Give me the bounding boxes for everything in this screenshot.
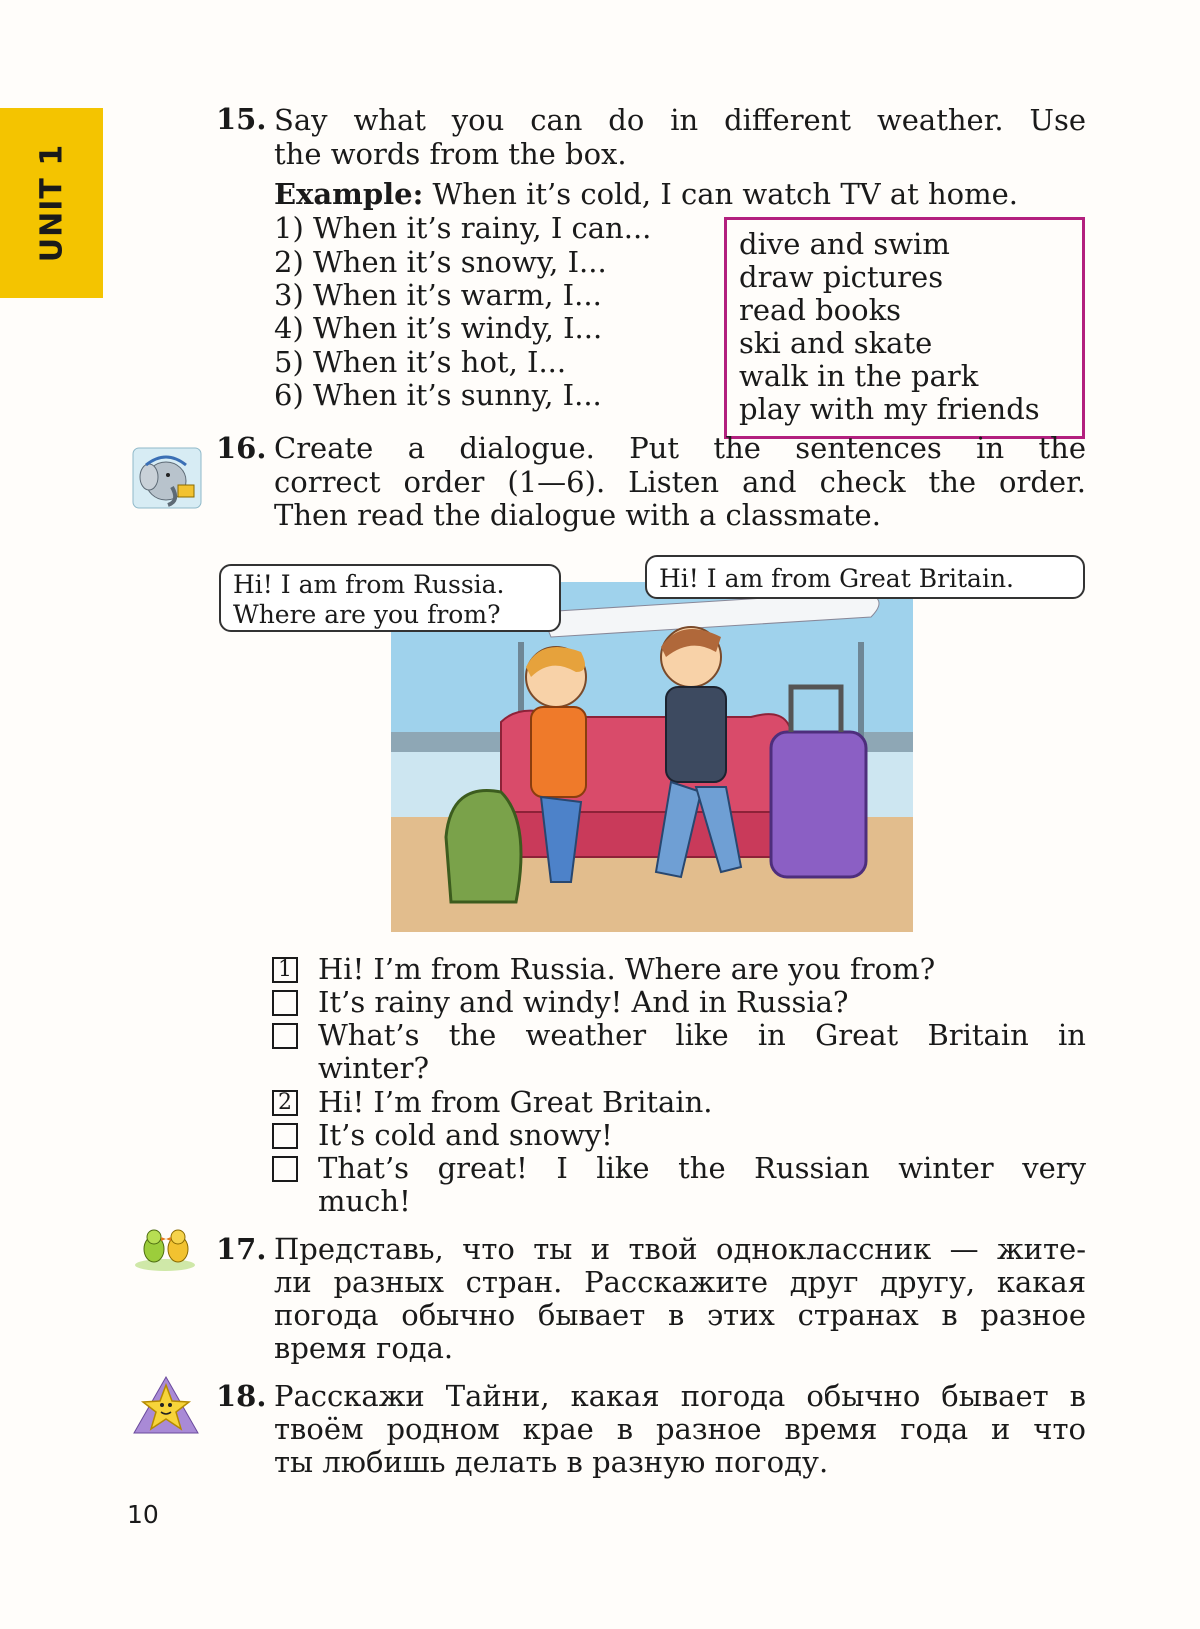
sentence-text-continued: much!	[318, 1184, 411, 1218]
word-box-item: ski and skate	[739, 326, 933, 360]
exercise-15-example	[274, 178, 1018, 211]
unit-tab-label: UNIT 1	[34, 143, 69, 263]
speech-bubble-left	[219, 564, 561, 632]
exercise-15-instruction-line-2: the words from the box.	[274, 137, 627, 171]
exercise-18-instruction-line-1: Расскажи Тайни, какая погода обычно бывает в	[274, 1379, 1086, 1413]
exercise-17-number: 17.	[216, 1232, 267, 1266]
word-box	[724, 217, 1085, 439]
sentence-text: Hi! I’m from Great Britain.	[318, 1085, 713, 1119]
sentence-text-continued: winter?	[318, 1051, 430, 1085]
speech-bubble-right: Hi! I am from Great Britain.	[645, 555, 1085, 599]
example-label: Example:	[274, 177, 424, 211]
exercise-16-instruction-line-1: Create a dialogue. Put the sentences in the	[274, 431, 1086, 465]
birds-icon	[132, 1225, 198, 1273]
word-box-item: read books	[739, 293, 902, 327]
exercise-15-instruction-line-1: Say what you can do in different weather. Use	[274, 103, 1086, 137]
word-box-item: draw pictures	[739, 260, 944, 294]
order-checkbox[interactable]: 1	[272, 957, 298, 983]
order-checkbox[interactable]	[272, 1156, 298, 1182]
exercise-15-item: 2) When it’s snowy, I...	[274, 245, 607, 279]
exercise-15-number: 15.	[216, 102, 267, 136]
exercise-16-instruction-line-3: Then read the dialogue with a classmate.	[274, 498, 881, 532]
listening-elephant-icon	[132, 447, 202, 509]
exercise-16-number: 16.	[216, 431, 267, 465]
word-box-item: walk in the park	[739, 359, 979, 393]
exercise-15-item: 5) When it’s hot, I...	[274, 345, 567, 379]
dialogue-sentence	[272, 986, 848, 1019]
exercise-18-instruction-line-3: ты любишь делать в разную погоду.	[274, 1445, 829, 1479]
exercise-15-item: 4) When it’s windy, I...	[274, 311, 603, 345]
sentence-text: What’s the weather like in Great Britain in	[318, 1018, 1086, 1052]
order-checkbox[interactable]: 2	[272, 1090, 298, 1116]
tiny-star-icon	[132, 1375, 200, 1435]
example-text: When it’s cold, I can watch TV at home.	[423, 177, 1018, 211]
page-number: 10	[127, 1500, 159, 1529]
order-checkbox[interactable]	[272, 1023, 298, 1049]
speech-bubble-left-line-2: Where are you from?	[233, 600, 501, 629]
sentence-text: It’s cold and snowy!	[318, 1118, 613, 1152]
order-checkbox[interactable]	[272, 1123, 298, 1149]
exercise-17-instruction-line-2: ли разных стран. Расскажите друг другу, какая	[274, 1265, 1086, 1299]
word-box-item: dive and swim	[739, 227, 950, 261]
exercise-17-instruction-line-3: погода обычно бывает в этих странах в разное	[274, 1298, 1086, 1332]
exercise-15-item: 6) When it’s sunny, I...	[274, 378, 602, 412]
dialogue-sentence	[272, 953, 935, 986]
exercise-15-item: 3) When it’s warm, I...	[274, 278, 602, 312]
dialogue-sentence	[272, 1019, 1086, 1085]
sentence-text: That’s great! I like the Russian winter very	[318, 1151, 1086, 1185]
order-checkbox[interactable]	[272, 990, 298, 1016]
airport-illustration	[391, 582, 913, 932]
unit-tab	[0, 108, 103, 298]
sentence-text: Hi! I’m from Russia. Where are you from?	[318, 952, 936, 986]
dialogue-sentence	[272, 1086, 713, 1119]
exercise-17-instruction-line-1: Представь, что ты и твой одноклассник — жите-	[274, 1232, 1086, 1266]
dialogue-sentence	[272, 1119, 613, 1152]
word-box-item: play with my friends	[739, 392, 1040, 426]
exercise-17-instruction-line-4: время года.	[274, 1331, 454, 1365]
exercise-15-item: 1) When it’s rainy, I can...	[274, 211, 652, 245]
exercise-18-number: 18.	[216, 1379, 267, 1413]
speech-bubble-left-line-1: Hi! I am from Russia.	[233, 570, 505, 599]
sentence-text: It’s rainy and windy! And in Russia?	[318, 985, 849, 1019]
exercise-16-instruction-line-2: correct order (1—6). Listen and check the order.	[274, 465, 1086, 499]
exercise-18-instruction-line-2: твоём родном крае в разное время года и что	[274, 1412, 1086, 1446]
dialogue-sentence	[272, 1152, 1086, 1218]
